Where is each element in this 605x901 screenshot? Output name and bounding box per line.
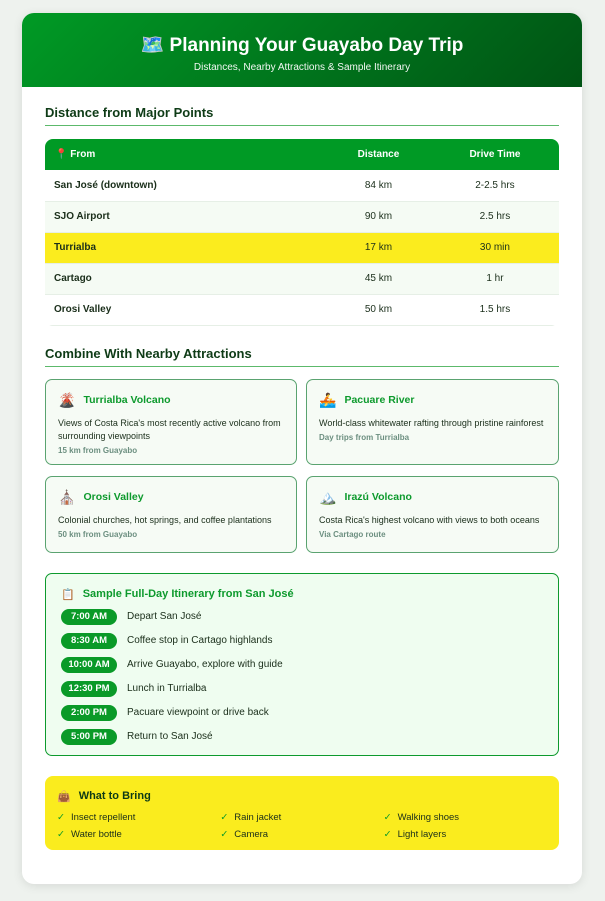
itinerary-item: 5:00 PM Return to San José [61, 729, 543, 745]
header [22, 13, 582, 87]
table-row: Cartago 45 km 1 hr [45, 263, 559, 294]
page-title: 🗺️ Planning Your Guayabo Day Trip [140, 35, 464, 56]
what-to-bring-box [45, 776, 559, 850]
attractions-heading: Combine With Nearby Attractions [45, 346, 559, 367]
check-icon: ✓ [220, 811, 229, 823]
check-icon: ✓ [383, 811, 392, 823]
trip-card [22, 13, 582, 884]
time-badge: 2:00 PM [61, 705, 117, 721]
distance-table [45, 139, 559, 326]
attraction-card: ⛪ Orosi Valley Colonial churches, hot springs, and coffee plantations 50 km from Guayabo [45, 476, 297, 553]
bring-item: ✓ Walking shoes [383, 811, 460, 823]
check-icon: ✓ [220, 828, 229, 840]
time-badge: 5:00 PM [61, 729, 117, 745]
volcano-icon: 🌋 [58, 391, 76, 408]
table-row: San José (downtown) 84 km 2-2.5 hrs [45, 170, 559, 201]
itinerary-item: 7:00 AM Depart San José [61, 609, 543, 625]
col-drive-time: Drive Time [431, 139, 559, 170]
itinerary-item: 12:30 PM Lunch in Turrialba [61, 681, 543, 697]
bring-title: 👜 What to Bring [57, 790, 151, 803]
church-icon: ⛪ [58, 488, 76, 505]
pin-icon: 📍 [55, 149, 68, 160]
check-icon: ✓ [57, 811, 65, 823]
col-distance: Distance [326, 139, 431, 170]
map-icon: 🗺️ [140, 35, 165, 56]
bring-list [57, 812, 547, 840]
bring-item: ✓ Water bottle [57, 828, 122, 840]
bag-icon: 👜 [57, 790, 71, 803]
time-badge: 8:30 AM [61, 633, 117, 649]
attractions-grid [45, 379, 559, 553]
distance-heading: Distance from Major Points [45, 105, 559, 126]
time-badge: 10:00 AM [61, 657, 117, 673]
bring-item: ✓ Insect repellent [57, 811, 136, 823]
bring-item: ✓ Camera [220, 828, 269, 840]
table-row-highlighted: Turrialba 17 km 30 min [45, 232, 559, 263]
attraction-card: 🌋 Turrialba Volcano Views of Costa Rica's most recently active volcano from surrounding viewpoints 15 km from Guayabo [45, 379, 297, 465]
itinerary-title: 📋 Sample Full-Day Itinerary from San José [61, 588, 294, 601]
itinerary-item: 10:00 AM Arrive Guayabo, explore with guide [61, 657, 543, 673]
time-badge: 12:30 PM [61, 681, 117, 697]
table-row: SJO Airport 90 km 2.5 hrs [45, 201, 559, 232]
itinerary-item: 2:00 PM Pacuare viewpoint or drive back [61, 705, 543, 721]
bring-item: ✓ Light layers [383, 828, 447, 840]
mountain-icon: 🏔️ [319, 488, 337, 505]
col-from: 📍 From [45, 139, 326, 170]
table-row: Orosi Valley 50 km 1.5 hrs [45, 294, 559, 325]
attraction-card: 🚣 Pacuare River World-class whitewater rafting through pristine rainforest Day trips from Turrialba [306, 379, 559, 465]
page-subtitle: Distances, Nearby Attractions & Sample Itinerary [193, 62, 411, 73]
check-icon: ✓ [57, 828, 65, 840]
itinerary-box [45, 573, 559, 756]
clipboard-icon: 📋 [61, 588, 75, 601]
rafting-icon: 🚣 [319, 391, 337, 408]
itinerary-item: 8:30 AM Coffee stop in Cartago highlands [61, 633, 543, 649]
bring-item: ✓ Rain jacket [220, 811, 282, 823]
attraction-card: 🏔️ Irazú Volcano Costa Rica's highest volcano with views to both oceans Via Cartago route [306, 476, 559, 553]
time-badge: 7:00 AM [61, 609, 117, 625]
check-icon: ✓ [383, 828, 392, 840]
